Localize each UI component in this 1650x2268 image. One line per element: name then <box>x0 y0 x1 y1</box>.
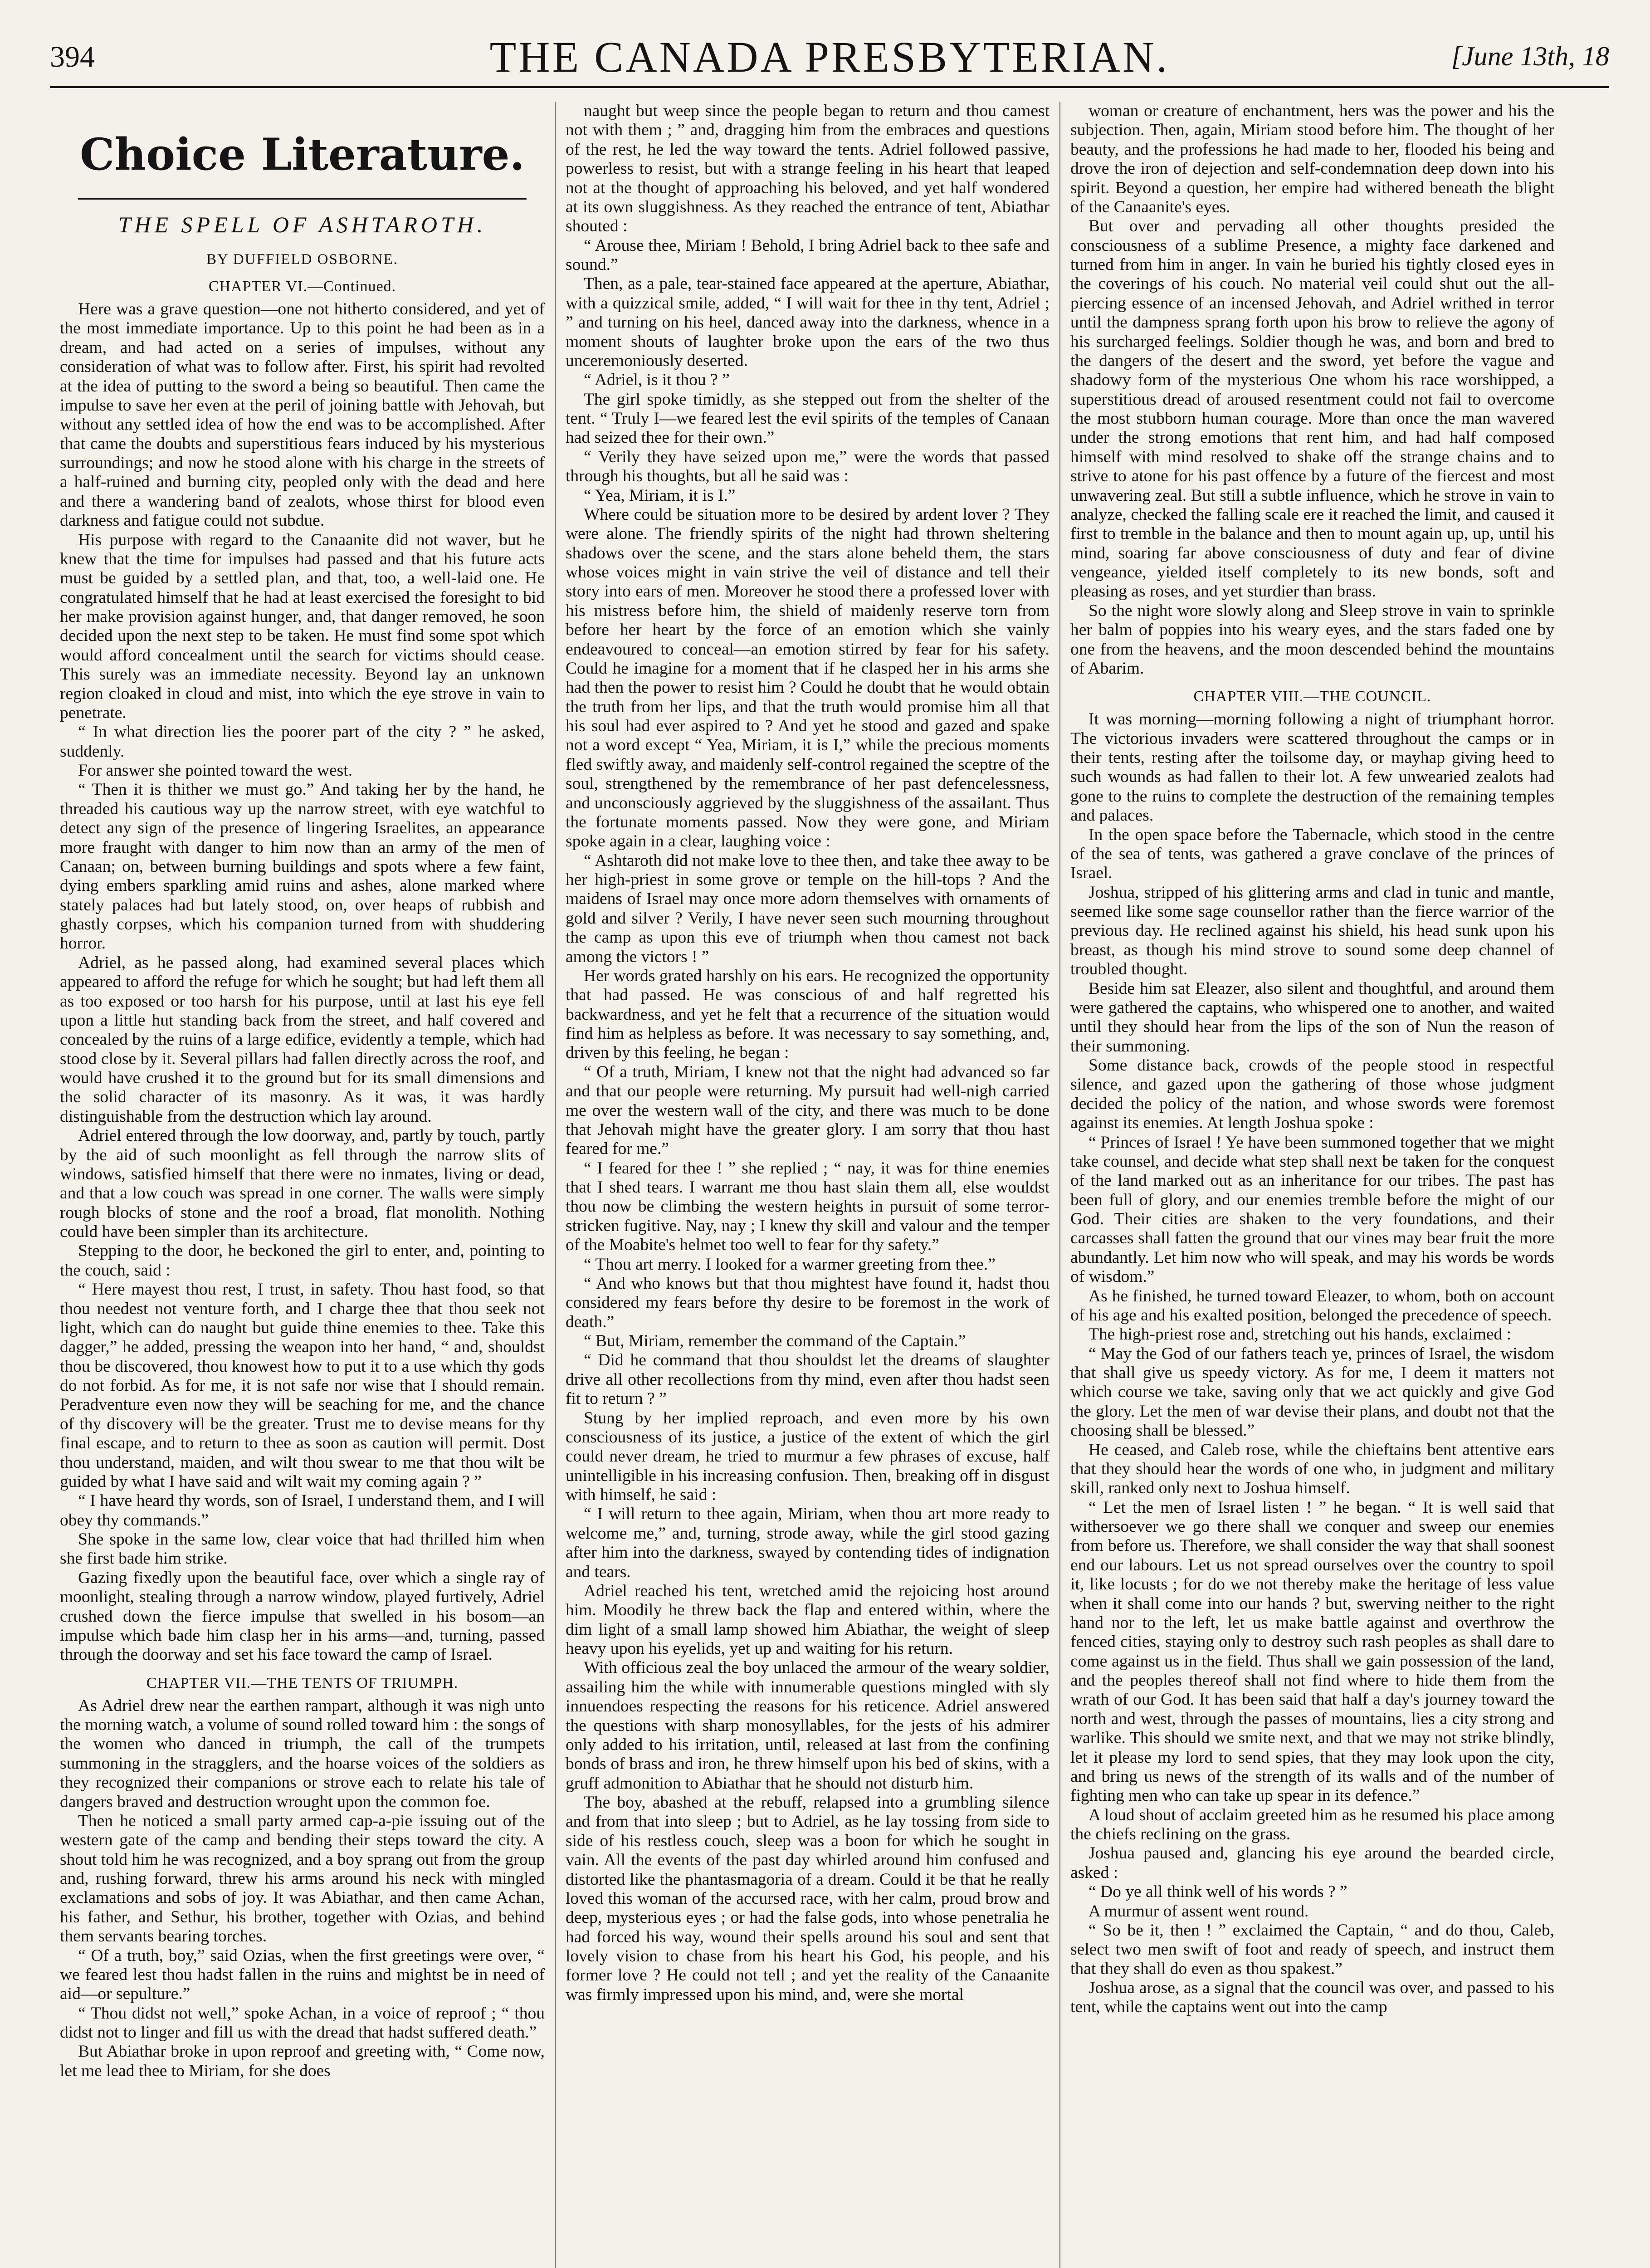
paragraph: “ Of a truth, boy,” said Ozias, when the first greetings were over, “ we feared lest thou hadst fallen in the ruins and mightst be in need of aid—or sepulture.” <box>60 1946 545 2004</box>
paragraph: Joshua paused and, glancing his eye around the bearded circle, asked : <box>1070 1844 1554 1882</box>
paragraph: His purpose with regard to the Canaanite did not waver, but he knew that the time for impulses had passed and that his future acts must be guided by a settled plan, and that, too, a well-laid one. He congratulated himself that he had at least exercised the foresight to bid her make provision against hunger, and, that danger removed, he soon decided upon the next step to be taken. He must find some spot which would afford concealment until the search for victims should cease. This surely was an immediate necessity. Beyond lay an unknown region cloaked in cloud and mist, into which the eye strove in vain to penetrate. <box>60 530 545 722</box>
paragraph: But over and pervading all other thoughts presided the consciousness of a sublime Presence, a mighty face darkened and turned from him in anger. In vain he buried his tightly closed eyes in the coverings of his couch. No material veil could shut out the all-piercing essence of an incensed Jehovah, and Adriel writhed in terror until the dampness sprang forth upon his brow to relieve the agony of his surcharged feelings. Soldier though he was, and born and bred to the dangers of the desert and the sword, yet before the vague and shadowy form of the mysterious One whom his race worshipped, a superstitious dread of aroused resentment could not fail to overcome the most stubborn human courage. More than once the man wavered under the strong emotions that rent him, and had half composed himself with mind resolved to shake off the strange chains and to strive to atone for his past offence by a future of the fiercest and most unwavering zeal. But still a subtle influence, which he strove in vain to analyze, checked the falling scale ere it reached the limit, and caused it first to tremble in the balance and then to mount again up, up, until his mind, soaring far above consciousness of duty and fear of divine vengeance, yielded itself completely to its new bonds, soft and pleasing as roses, and yet sturdier than brass. <box>1070 217 1554 601</box>
paragraph: “ Princes of Israel ! Ye have been summoned together that we might take counsel, and decide what step shall next be taken for the conquest of the land marked out as an inheritance for our tribes. The past has been full of glory, and our enemies tremble before the might of our God. Their cities are shaken to the very foundations, and their carcasses shall fatten the ground that our vines may bear fruit the more abundantly. Let him now who will speak, and may his words be words of wisdom.” <box>1070 1133 1554 1286</box>
paragraph: “ Let the men of Israel listen ! ” he began. “ It is well said that withersoever we go there shall we conquer and sweep our enemies from before us. Therefore, we shall consider the way that shall soonest end our labours. Let us not spread ourselves over the country to spoil it, like locusts ; for do we not thereby make the heritage of less value when it shall come into our hands ? but, swerving neither to the right hand nor to the left, let us make battle against and overthrow the fenced cities, staying only to destroy such rash peoples as shall dare to come against us in the field. Thus shall we gain possession of the land, and the peoples thereof shall not find where to hide them from the wrath of our God. It has been said that half a day's journey toward the north and west, through the passes of mountains, lies a city strong and warlike. This should we smite next, and that we may not strike blindly, let it please my lord to send spies, that they may look upon the city, and bring us news of the strength of its walls and of the number of fighting men who can take up spear in its defence.” <box>1070 1498 1554 1805</box>
paragraph: Then he noticed a small party armed cap-a-pie issuing out of the western gate of the camp and bending their steps toward the city. A shout told him he was recognized, and a boy sprang out from the group and, rushing forward, threw his arms around his neck with mingled exclamations and sobs of joy. It was Abiathar, and then came Achan, his father, and Sethur, his brother, together with Ozias, and behind them servants bearing torches. <box>60 1811 545 1946</box>
paragraph: “ Did he command that thou shouldst let the dreams of slaughter drive all other recollections from thy mind, even after thou hadst seen fit to return ? ” <box>566 1351 1050 1408</box>
paragraph: “ Arouse thee, Miriam ! Behold, I bring Adriel back to thee safe and sound.” <box>566 236 1050 274</box>
masthead <box>50 32 1609 88</box>
paragraph: Gazing fixedly upon the beautiful face, over which a single ray of moonlight, stealing through a narrow window, played furtively, Adriel crushed down the fierce impulse that swelled in his bosom—an impulse which bade him clasp her in his arms—and, turning, passed through the doorway and set his face toward the camp of Israel. <box>60 1568 545 1664</box>
paragraph: Some distance back, crowds of the people stood in respectful silence, and gazed upon the gathering of those whose judgment decided the policy of the nation, and whose swords were foremost against its enemies. At length Joshua spoke : <box>1070 1056 1554 1133</box>
paragraph: A murmur of assent went round. <box>1089 1901 1309 1921</box>
paragraph: Where could be situation more to be desired by ardent lover ? They were alone. The friendly spirits of the night had thrown sheltering shadows over the scene, and the stars alone beheld them, the stars whose voices might in vain strive the veil of distance and tell their story into ears of men. Moreover he stood there a professed lover with his mistress before him, the shield of maidenly reserve torn from before her heart by the force of an emotion which she vainly endeavoured to conceal—an emotion stirred by fear for his safety. Could he imagine for a moment that if he clasped her in his arms she had then the power to resist him ? Could he doubt that he would obtain the truth from her lips, and that the truth would promise him all that his soul had ever aspired to ? And yet he stood and gazed and spake not a word except “ Yea, Miriam, it is I,” while the precious moments fled swiftly away, and maidenly self-control regained the sceptre of the soul, strengthened by the remembrance of her past defencelessness, and unconsciously aggrieved by the sluggishness of the assailant. Thus the fortunate moments passed. Now they were gone, and Miriam spoke again in a clear, laughing voice : <box>566 505 1050 851</box>
paragraph: With officious zeal the boy unlaced the armour of the weary soldier, assailing him the while with innumerable questions mingled with sly innuendoes respecting the reasons for his reticence. Adriel answered the questions with sharp monosyllables, for the jests of his admirer only added to his irritation, until, released at last from the confining bonds of brass and iron, he threw himself upon his bed of skins, with a gruff admonition to Abiathar that he should not disturb him. <box>566 1658 1050 1793</box>
chapter-heading-7: CHAPTER VII.—THE TENTS OF TRIUMPH. <box>146 1674 459 1691</box>
paragraph: Adriel, as he passed along, had examined several places which appeared to afford the refuge for which he sought; but had left them all as too exposed or too harsh for his purpose, until at last his eye fell upon a little hut standing back from the street, and half covered and concealed by the ruins of a large edifice, evidently a temple, which had stood close by it. Several pillars had fallen directly across the roof, and would have crushed it to the ground but for its small dimensions and the solid character of its masonry. As it was, it was hardly distinguishable from the destruction which lay around. <box>60 953 545 1126</box>
paragraph: “ Then it is thither we must go.” And taking her by the hand, he threaded his cautious way up the narrow street, with eye watchful to detect any sign of the presence of lingering Israelites, an appearance more fraught with danger to him now than an army of the men of Canaan; on, between burning buildings and spots where a few faint, dying embers sparkling amid ruins and ashes, alone marked where stately palaces had but lately stood, on, over heaps of rubbish and ghastly corpses, which his companion turned from with shuddering horror. <box>60 780 545 953</box>
paragraph: woman or creature of enchantment, hers was the power and his the subjection. Then, again, Miriam stood before him. The thought of her beauty, and the professions he had made to her, flooded his being and drove the iron of dejection and self-condemnation deep down into his spirit. Beyond a question, her empire had withered beneath the blight of the Canaanite's eyes. <box>1070 102 1554 216</box>
section-title: Choice Literature. <box>79 129 525 180</box>
paragraph: naught but weep since the people began to return and thou camest not with them ; ” and, dragging him from the embraces and questions of the rest, he led the way toward the tents. Adriel followed passive, powerless to resist, but with a strange feeling in his heart that leaped not at the thought of approaching his beloved, and yet half wondered at its own sluggishness. As they reached the entrance of tent, Abiathar shouted : <box>566 102 1050 236</box>
paragraph: “ Do ye all think well of his words ? ” <box>1089 1882 1347 1901</box>
chapter-heading-8: CHAPTER VIII.—THE COUNCIL. <box>1193 688 1431 705</box>
paragraph: Joshua, stripped of his glittering arms and clad in tunic and mantle, seemed like some sage counsellor rather than the fierce warrior of the previous day. He reclined against his shield, his head sunk upon his breast, as though his mind strove to sound some deep channel of troubled thought. <box>1070 883 1554 979</box>
paragraph: “ Thou art merry. I looked for a warmer greeting from thee.” <box>584 1255 996 1274</box>
paragraph: “ Adriel, is it thou ? ” <box>584 371 730 390</box>
title-rule <box>78 198 527 200</box>
paragraph: “ So be it, then ! ” exclaimed the Captain, “ and do thou, Caleb, select two men swift of foot and ready of speech, and instruct them that they shall do even as thou spakest.” <box>1070 1921 1554 1978</box>
paragraph: “ In what direction lies the poorer part of the city ? ” he asked, suddenly. <box>60 723 545 761</box>
paragraph: Then, as a pale, tear-stained face appeared at the aperture, Abiathar, with a quizzical smile, added, “ I will wait for thee in thy tent, Adriel ; ” and turning on his heel, danced away into the darkness, whence in a moment shouts of laughter broke upon the ears of the two thus unceremoniously deserted. <box>566 274 1050 370</box>
paragraph: The girl spoke timidly, as she stepped out from the shelter of the tent. “ Truly I—we feared lest the evil spirits of the temples of Canaan had seized thee for their own.” <box>566 390 1050 447</box>
column-2 <box>555 102 1059 2268</box>
paragraph: Beside him sat Eleazer, also silent and thoughtful, and around them were gathered the captains, who whispered one to another, and waited until they should hear from the lips of the son of Nun the reason of their summoning. <box>1070 979 1554 1056</box>
column-1 <box>50 102 555 2268</box>
paragraph: “ Here mayest thou rest, I trust, in safety. Thou hast food, so that thou needest not venture forth, and I charge thee that thou seek not light, which can do naught but guide thine enemies to thee. Take this dagger,” he added, pressing the weapon into her hand, “ and, shouldst thou be discovered, thou knowest how to put it to a use which thy gods do not forbid. As for me, it is not safe nor wise that I should remain. Peradventure even now they will be seaching for me, and the chance of thy discovery will be the greater. Trust me to devise means for thy final escape, and to return to thee as soon as caution will permit. Dost thou understand, maiden, and wilt thou swear to me that thou wilt be guided by what I have said and wilt wait my coming again ? ” <box>60 1280 545 1491</box>
paragraph: So the night wore slowly along and Sleep strove in vain to sprinkle her balm of poppies into his weary eyes, and the stars faded one by one from the heavens, and the moon descended behind the mountains of Abarim. <box>1070 601 1554 678</box>
paragraph: Joshua arose, as a signal that the council was over, and passed to his tent, while the captains went out into the camp <box>1070 1979 1554 2017</box>
paragraph: “ Of a truth, Miriam, I knew not that the night had advanced so far and that our people were returning. My pursuit had well-nigh carried me over the western wall of the city, and there was much to be done that Jehovah might have the greater glory. I am sorry that thou hast feared for me.” <box>566 1062 1050 1158</box>
paragraph: “ Yea, Miriam, it is I.” <box>584 486 736 505</box>
paragraph: “ Ashtaroth did not make love to thee then, and take thee away to be her high-priest in some grove or temple on the hill-tops ? And the maidens of Israel may once more adorn themselves with ornaments of gold and silver ? Verily, I have never seen such mourning throughout the camp as upon this eve of triumph when thou camest not back among the victors ! ” <box>566 851 1050 966</box>
issue-date: [June 13th, 18 <box>1451 41 1609 71</box>
paragraph: “ Verily they have seized upon me,” were the words that passed through his thoughts, but all he said was : <box>566 447 1050 486</box>
paragraph: But Abiathar broke in upon reproof and greeting with, “ Come now, let me lead thee to Miriam, for she does <box>60 2042 545 2080</box>
paragraph: Adriel reached his tent, wretched amid the rejoicing host around him. Moodily he threw back the flap and entered within, where the dim light of a small lamp showed him Abiathar, the weight of sleep heavy upon his eyelids, yet up and waiting for his return. <box>566 1581 1050 1658</box>
paragraph: In the open space before the Tabernacle, which stood in the centre of the sea of tents, was gathered a grave conclave of the princes of Israel. <box>1070 825 1554 883</box>
byline: BY DUFFIELD OSBORNE. <box>206 251 398 268</box>
journal-title: THE CANADA PRESBYTERIAN. <box>489 33 1170 81</box>
paragraph: Here was a grave question—one not hitherto considered, and yet of the most immediate importance. Up to this point he had been as in a dream, and had acted on a series of impulses, without any consideration of what was to follow after. First, his spirit had revolted at the idea of putting to the sword a being so beautiful. Then came the impulse to save her even at the peril of joining battle with Jehovah, but without any settled idea of how the end was to be accomplished. After that came the doubts and superstitious fears induced by his mysterious surroundings; and now he stood alone with his charge in the streets of a half-ruined and burning city, peopled only with the dead and here and there a wandering band of zealots, whose thirst for blood even darkness and fatigue could not subdue. <box>60 300 545 530</box>
paragraph: “ Thou didst not well,” spoke Achan, in a voice of reproof ; “ thou didst not to linger and fill us with the dread that hadst suffered death.” <box>60 2004 545 2042</box>
story-title: THE SPELL OF ASHTAROTH. <box>118 212 487 237</box>
paragraph: As Adriel drew near the earthen rampart, although it was nigh unto the morning watch, a volume of sound rolled toward him : the songs of the women who danced in triumph, the call of the trumpets summoning in the stragglers, and the hoarse voices of the soldiers as they recognized their companions or strove each to relate his tale of dangers braved and destruction wrought upon the common foe. <box>60 1696 545 1811</box>
paragraph: For answer she pointed toward the west. <box>78 761 353 780</box>
paragraph: The boy, abashed at the rebuff, relapsed into a grumbling silence and from that into sleep ; but to Adriel, as he lay tossing from side to side of his restless couch, sleep was a boon for which he sought in vain. All the events of the past day whirled around him confused and distorted like the phantasmagoria of a dream. Could it be that he really loved this woman of the accursed race, with her calm, proud brow and deep, mysterious eyes ; or had the false gods, into whose penetralia he had forced his way, wound their spells around his soul and sent that lovely vision to chase from his heart his God, his people, and his former love ? He could not tell ; and yet the reality of the Canaanite was firmly impressed upon his mind, and, were she mortal <box>566 1793 1050 2004</box>
paragraph: Stepping to the door, he beckoned the girl to enter, and, pointing to the couch, said : <box>60 1242 545 1280</box>
paragraph: He ceased, and Caleb rose, while the chieftains bent attentive ears that they should hear the words of one who, in judgment and military skill, ranked only next to Joshua himself. <box>1070 1440 1554 1498</box>
paragraph: “ And who knows but that thou mightest have found it, hadst thou considered my fears before thy desire to be foremost in the work of death.” <box>566 1274 1050 1331</box>
paragraph: Her words grated harshly on his ears. He recognized the opportunity that had passed. He was conscious of and half regretted his backwardness, and yet he felt that a recurrence of the situation would find him as helpless as before. It was necessary to say something, and, driven by this feeling, he began : <box>566 966 1050 1062</box>
paragraph: “ But, Miriam, remember the command of the Captain.” <box>584 1332 966 1350</box>
paragraph: “ I feared for thee ! ” she replied ; “ nay, it was for thine enemies that I shed tears. I warrant me thou hast slain them all, else wouldst thou now be climbing the western heights in pursuit of some terror-stricken fugitive. Nay, nay ; I knew thy skill and valour and the temper of the Moabite's helmet too well to fear for thy safety.” <box>566 1158 1050 1255</box>
paragraph: Stung by her implied reproach, and even more by his own consciousness of its justice, a justice of the extent of which the girl could never dream, he tried to murmur a few phrases of excuse, half unintelligible in his increasing confusion. Then, breaking off in disgust with himself, he said : <box>566 1408 1050 1504</box>
paragraph: “ I have heard thy words, son of Israel, I understand them, and I will obey thy commands.” <box>60 1491 545 1530</box>
text-columns <box>50 102 1609 2268</box>
paragraph: “ I will return to thee again, Miriam, when thou art more ready to welcome me,” and, turning, strode away, while the girl stood gazing after him into the darkness, swayed by contending tides of indignation and tears. <box>566 1505 1050 1581</box>
page-number: 394 <box>50 40 95 73</box>
chapter-heading-6: CHAPTER VI.—Continued. <box>208 278 396 295</box>
paragraph: Adriel entered through the low doorway, and, partly by touch, partly by the aid of such moonlight as fell through the narrow slits of windows, satisfied himself that there were no inmates, living or dead, and that a low couch was spread in one corner. The walls were simply rough blocks of stone and the roof a broad, flat monolith. Nothing could have been simpler than its architecture. <box>60 1126 545 1241</box>
paragraph: As he finished, he turned toward Eleazer, to whom, both on account of his age and his exalted position, belonged the precedence of speech. <box>1070 1286 1554 1325</box>
paragraph: A loud shout of acclaim greeted him as he resumed his place among the chiefs reclining on the grass. <box>1070 1805 1554 1843</box>
paragraph: She spoke in the same low, clear voice that had thrilled him when she first bade him strike. <box>60 1530 545 1568</box>
column-3 <box>1059 102 1564 2268</box>
paragraph: It was morning—morning following a night of triumphant horror. The victorious invaders were scattered throughout the camps or in their tents, resting after the toilsome day, or mayhap giving heed to such wounds as had fallen to their lot. A few unwearied zealots had gone to the ruins to complete the destruction of the remaining temples and palaces. <box>1070 710 1554 825</box>
paragraph: The high-priest rose and, stretching out his hands, exclaimed : <box>1089 1325 1512 1344</box>
paragraph: “ May the God of our fathers teach ye, princes of Israel, the wisdom that shall give us speedy victory. As for me, I deem it matters not which course we take, saving only that we act quickly and give God the glory. Let the men of war devise their plans, and doubt not that the choosing shall be blessed.” <box>1070 1344 1554 1440</box>
